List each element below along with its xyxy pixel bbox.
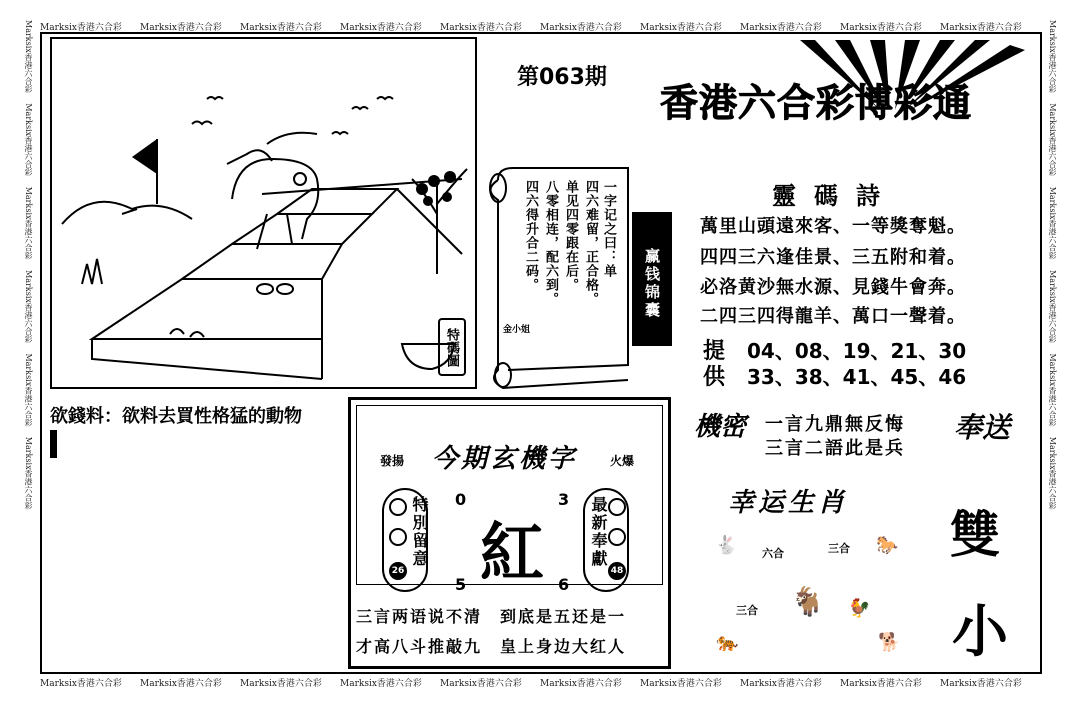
watermark-text: Marksix香港六合彩 xyxy=(340,23,422,32)
frame-left xyxy=(40,32,42,674)
watermark-text: Marksix香港六合彩 xyxy=(640,679,722,688)
jinnang-tag: 赢钱锦囊 xyxy=(632,212,672,346)
watermark-text: Marksix香港六合彩 xyxy=(40,679,122,688)
left-circle-1 xyxy=(389,498,407,516)
watermark-text: Marksix香港六合彩 xyxy=(240,679,322,688)
brand-title: 香港六合彩博彩通 xyxy=(660,80,973,125)
horse-icon: 🐎 xyxy=(876,535,899,556)
watermark-text: Marksix香港六合彩 xyxy=(540,679,622,688)
frame-right xyxy=(1040,32,1042,674)
watermark-text: Marksix香港六合彩 xyxy=(40,23,122,32)
scroll-col-3: 八零相连，配六到。 xyxy=(543,180,558,306)
watermark-top xyxy=(40,20,1040,32)
watermark-text: Marksix香港六合彩 xyxy=(24,270,33,343)
poem-line: 四四三六逢佳景、三五附和着。 xyxy=(700,247,966,268)
scroll-col-1: 四六难留，正合格。 xyxy=(583,180,598,306)
xuanji-big-char: 紅 xyxy=(480,516,544,591)
watermark-text: Marksix香港六合彩 xyxy=(540,23,622,32)
rooster-icon: 🐓 xyxy=(848,598,871,619)
right-badge: 48 xyxy=(608,562,626,580)
watermark-left xyxy=(22,20,34,680)
xuanji-num-5: 5 xyxy=(455,575,467,594)
drink-text: 欲錢料：欲料去買性格猛的動物 xyxy=(50,406,302,427)
xuanji-left-tag: 發揚 xyxy=(380,454,405,468)
issue-number: 第063期 xyxy=(517,65,607,90)
poem-line: 必洛黄沙無水源、見錢牛會奔。 xyxy=(700,277,966,298)
frame-bottom xyxy=(40,672,1042,674)
goat-icon: 🐐 xyxy=(790,585,825,618)
watermark-text: Marksix香港六合彩 xyxy=(140,23,222,32)
jimi-line2: 三言二語此是兵 xyxy=(765,438,905,459)
watermark-text: Marksix香港六合彩 xyxy=(840,679,922,688)
sanhe-label: 三合 xyxy=(736,604,758,617)
watermark-text: Marksix香港六合彩 xyxy=(840,23,922,32)
watermark-text: Marksix香港六合彩 xyxy=(24,186,33,260)
right-circle-2 xyxy=(608,528,626,546)
dog-icon: 🐕 xyxy=(878,632,901,653)
watermark-text: Marksix香港六合彩 xyxy=(1048,436,1057,510)
flag-icon xyxy=(132,139,157,174)
xuanji-line2: 才高八斗推敲九 皇上身边大红人 xyxy=(356,637,627,656)
watermark-text: Marksix香港六合彩 xyxy=(140,679,222,688)
lucky-title: 幸运生肖 xyxy=(728,488,849,518)
ti-label: 提 xyxy=(703,338,726,364)
scroll-col-2: 单见四零跟在后。 xyxy=(563,180,578,292)
right-pill-text: 最新奉獻 xyxy=(589,496,608,568)
jimi-line1: 一言九鼎無反悔 xyxy=(765,414,905,435)
poem-title: 靈碼詩 xyxy=(772,181,898,210)
ti-values: 04、08、19、21、30 xyxy=(747,339,967,363)
rabbit-icon: 🐇 xyxy=(715,535,738,556)
gong-row xyxy=(703,360,966,391)
watermark-text: Marksix香港六合彩 xyxy=(1048,20,1057,93)
shuang-char: 雙 xyxy=(950,505,1000,564)
left-pill-text: 特別留意 xyxy=(410,496,429,568)
gong-values: 33、38、41、45、46 xyxy=(747,365,967,389)
xuanji-right-tag: 火爆 xyxy=(610,454,635,468)
drink-bar xyxy=(50,430,57,458)
watermark-text: Marksix香港六合彩 xyxy=(940,23,1022,32)
watermark-text: Marksix香港六合彩 xyxy=(440,23,522,32)
gong-label: 供 xyxy=(703,364,726,390)
watermark-text: Marksix香港六合彩 xyxy=(740,679,822,688)
illustration-panel xyxy=(50,37,477,389)
sanhe-label: 三合 xyxy=(828,542,850,555)
watermark-text: Marksix香港六合彩 xyxy=(24,436,33,510)
goat-illustration xyxy=(52,39,475,387)
frame-top xyxy=(40,32,1042,34)
watermark-text: Marksix香港六合彩 xyxy=(740,23,822,32)
xuanji-num-3: 3 xyxy=(558,490,570,509)
watermark-text: Marksix香港六合彩 xyxy=(24,20,33,93)
xuanji-line1: 三言两语说不清 到底是五还是一 xyxy=(356,607,627,626)
right-circle-1 xyxy=(608,498,626,516)
watermark-text: Marksix香港六合彩 xyxy=(940,679,1022,688)
tema-label: 特碼圖 xyxy=(438,318,466,376)
xuanji-num-6: 6 xyxy=(558,575,570,594)
scroll-author: 金小姐 xyxy=(503,325,531,335)
left-circle-2 xyxy=(389,528,407,546)
watermark-text: Marksix香港六合彩 xyxy=(24,353,33,427)
watermark-text: Marksix香港六合彩 xyxy=(1048,103,1057,177)
xuanji-title: 今期玄機字 xyxy=(432,444,578,474)
watermark-text: Marksix香港六合彩 xyxy=(24,103,33,177)
tiger-icon: 🐅 xyxy=(716,632,739,653)
jimi-label: 機密 xyxy=(694,412,747,442)
watermark-text: Marksix香港六合彩 xyxy=(340,679,422,688)
poem-line: 二四三四得龍羊、萬口一聲着。 xyxy=(700,306,966,327)
scroll-col-4: 四六得升合二码。 xyxy=(523,180,538,292)
poem-line: 萬里山頭遠來客、一等獎奪魁。 xyxy=(700,216,966,237)
fengsong-label: 奉送 xyxy=(954,411,1011,444)
watermark-text: Marksix香港六合彩 xyxy=(1048,186,1057,260)
scroll-title: 一字记之曰：单 xyxy=(601,180,616,278)
left-badge: 26 xyxy=(389,562,407,580)
watermark-right xyxy=(1046,20,1058,680)
xiao-char: 小 xyxy=(952,600,1008,665)
xuanji-num-0: 0 xyxy=(455,490,467,509)
watermark-text: Marksix香港六合彩 xyxy=(440,679,522,688)
watermark-text: Marksix香港六合彩 xyxy=(1048,270,1057,343)
watermark-text: Marksix香港六合彩 xyxy=(640,23,722,32)
watermark-text: Marksix香港六合彩 xyxy=(1048,353,1057,427)
sanhe-label: 六合 xyxy=(762,547,784,560)
watermark-bottom xyxy=(40,676,1040,688)
watermark-text: Marksix香港六合彩 xyxy=(240,23,322,32)
